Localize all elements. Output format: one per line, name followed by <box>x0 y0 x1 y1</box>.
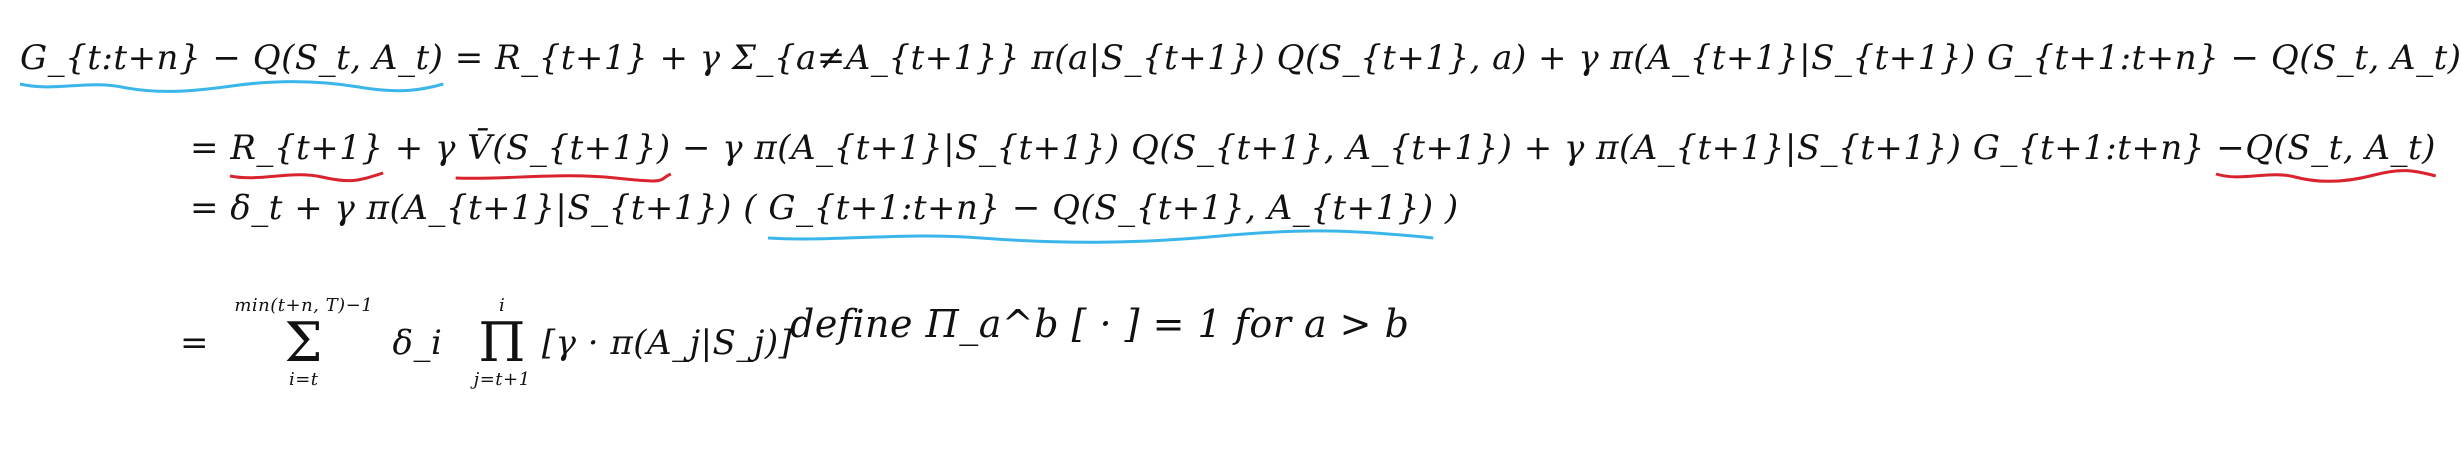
equation-line-4 <box>180 296 792 390</box>
lhs-term <box>20 38 443 78</box>
last-text: −Q(S_t, A_t) <box>2216 128 2436 168</box>
suffix-text: ) <box>1444 188 1459 228</box>
delta-term: δ_i <box>392 323 443 363</box>
blue-underline <box>768 228 1433 246</box>
eq-sign: = <box>180 323 209 363</box>
red-underline <box>2216 168 2436 186</box>
sum-upper-limit: min(t+n, T)−1 <box>234 295 374 316</box>
red-underline <box>395 168 671 186</box>
last-term <box>2216 128 2436 168</box>
middle-text: − γ π(A_{t+1}|S_{t+1}) Q(S_{t+1}, A_{t+1}) + γ π(A_{t+1}|S_{t+1}) G_{t+1:t+n} <box>681 128 2205 168</box>
define-note: define Π_a^b [ · ] = 1 for a > b <box>790 302 1410 346</box>
reward-text: R_{t+1} <box>230 128 384 168</box>
product-body: [γ · π(A_j|S_j)] <box>541 323 793 363</box>
value-text: + γ V̄(S_{t+1}) <box>394 128 671 168</box>
equation-line-3 <box>190 188 1459 228</box>
return-minus-q-term <box>768 188 1433 228</box>
red-underline <box>230 168 383 186</box>
sum-lower-limit: i=t <box>288 369 319 390</box>
product <box>474 296 531 390</box>
equation-line-1 <box>20 38 2462 78</box>
summation <box>234 296 373 390</box>
prod-lower-limit: j=t+1 <box>473 369 531 390</box>
reward-term <box>230 128 383 168</box>
sigma-symbol: Σ <box>284 311 324 374</box>
blue-underline <box>20 78 443 96</box>
prod-upper-limit: i <box>498 295 506 316</box>
pi-symbol: Π <box>478 311 526 374</box>
rhs-text: = R_{t+1} + γ Σ_{a≠A_{t+1}} π(a|S_{t+1}) Q(S_{t+1}, a) + γ π(A_{t+1}|S_{t+1}) G_{t+1:t+n} − Q(S_t, A_t) <box>454 38 2462 78</box>
prefix-text: = δ_t + γ π(A_{t+1}|S_{t+1}) ( <box>190 188 758 228</box>
value-term <box>395 128 671 168</box>
equation-line-2 <box>190 128 2436 168</box>
term-text: G_{t+1:t+n} − Q(S_{t+1}, A_{t+1}) <box>768 188 1434 228</box>
eq-sign: = <box>190 128 219 168</box>
lhs-text: G_{t:t+n} − Q(S_t, A_t) <box>20 38 444 78</box>
